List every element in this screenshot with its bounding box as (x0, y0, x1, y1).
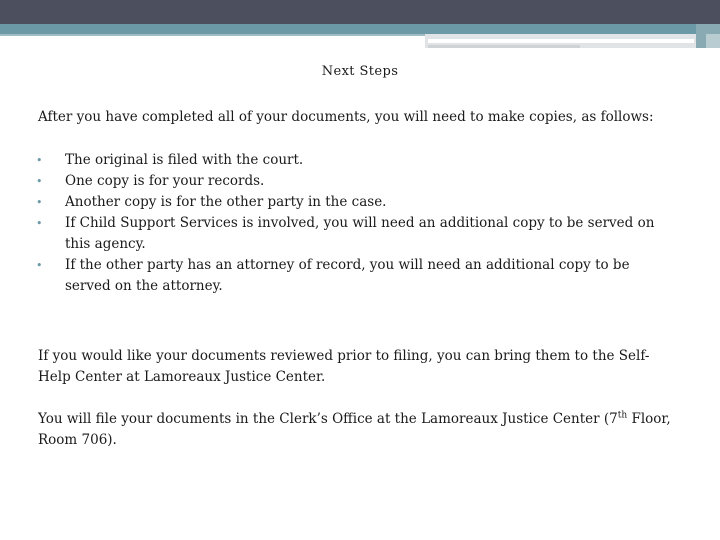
list-item (38, 150, 678, 171)
header-decoration-underline (428, 45, 580, 48)
list-item (38, 171, 678, 192)
list-item-text: One copy is for your records. (65, 173, 265, 189)
filing-text-start: You will file your documents in the Clerk’s Office at the Lamoreaux Justice Center (7 (38, 411, 618, 427)
bullet-icon: • (36, 217, 43, 230)
copies-list (38, 150, 678, 297)
list-item-text: Another copy is for the other party in the case. (65, 194, 387, 210)
slide-title: Next Steps (321, 64, 399, 79)
bullet-icon: • (36, 154, 43, 167)
intro-text: After you have completed all of your documents, you will need to make copies, as follows: (38, 109, 654, 125)
accent-line (0, 34, 425, 36)
list-item (38, 255, 678, 297)
list-item (38, 192, 678, 213)
list-item-text: The original is filed with the court. (65, 152, 304, 168)
header-bar (0, 0, 720, 24)
filing-text-end: Floor, Room 706). (38, 411, 671, 448)
bullet-icon: • (36, 259, 43, 272)
bullet-icon: • (36, 196, 43, 209)
bullet-icon: • (36, 175, 43, 188)
list-item (38, 213, 678, 255)
filing-text-superscript: th (617, 410, 628, 421)
corner-accent-inner (706, 34, 720, 48)
header-decoration-strip (428, 39, 694, 43)
accent-band (0, 24, 720, 34)
list-item-text: If Child Support Services is involved, you will need an additional copy to be served on this agency. (65, 215, 655, 252)
review-text: If you would like your documents reviewed prior to filing, you can bring them to the Self-Help Center at Lamoreaux Justice Center. (38, 348, 650, 385)
filing-text (38, 409, 678, 451)
list-item-text: If the other party has an attorney of record, you will need an additional copy to be served on the attorney. (65, 257, 630, 294)
